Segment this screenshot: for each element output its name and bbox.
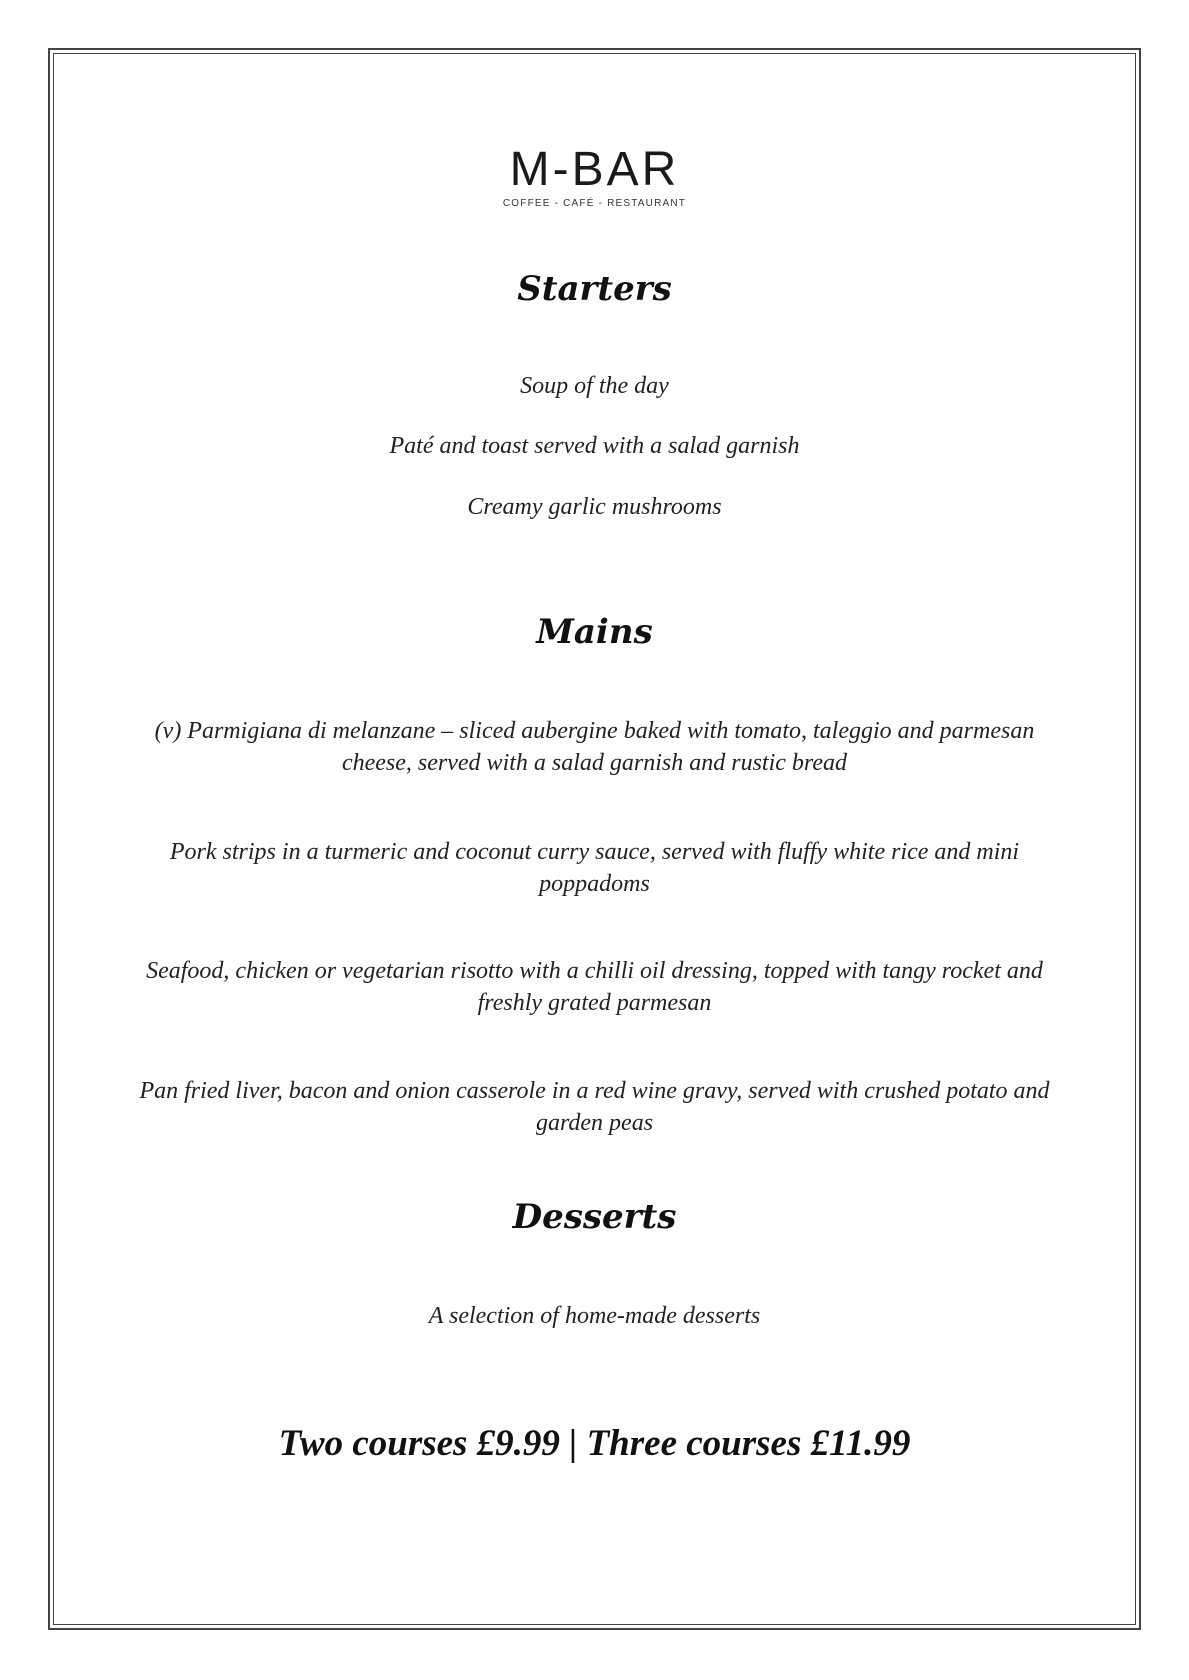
- starter-item: Creamy garlic mushrooms: [467, 494, 722, 520]
- main-item: Seafood, chicken or vegetarian risotto with a chilli oil dressing, topped with tangy rocket and freshly grated parmesan: [146, 958, 1043, 1016]
- brand-tagline: COFFEE - CAFÉ - RESTAURANT: [502, 198, 687, 209]
- starters-heading: Starters: [517, 269, 672, 309]
- brand-name: M-BAR: [509, 143, 680, 196]
- desserts-heading: Desserts: [512, 1197, 677, 1237]
- mains-heading: Mains: [536, 612, 653, 652]
- main-item: Pan fried liver, bacon and onion casserole in a red wine gravy, served with crushed potato and garden peas: [139, 1078, 1050, 1136]
- brand-logo: [0, 143, 1189, 209]
- main-item: (v) Parmigiana di melanzane – sliced aubergine baked with tomato, taleggio and parmesan cheese, served with a salad garnish and rustic bread: [154, 718, 1035, 776]
- starter-item: Soup of the day: [520, 373, 669, 399]
- main-item: Pork strips in a turmeric and coconut curry sauce, served with fluffy white rice and mini poppadoms: [169, 839, 1020, 897]
- dessert-item: A selection of home-made desserts: [428, 1303, 761, 1329]
- course-pricing: Two courses £9.99 | Three courses £11.99: [278, 1423, 911, 1464]
- starter-item: Paté and toast served with a salad garnish: [389, 433, 800, 459]
